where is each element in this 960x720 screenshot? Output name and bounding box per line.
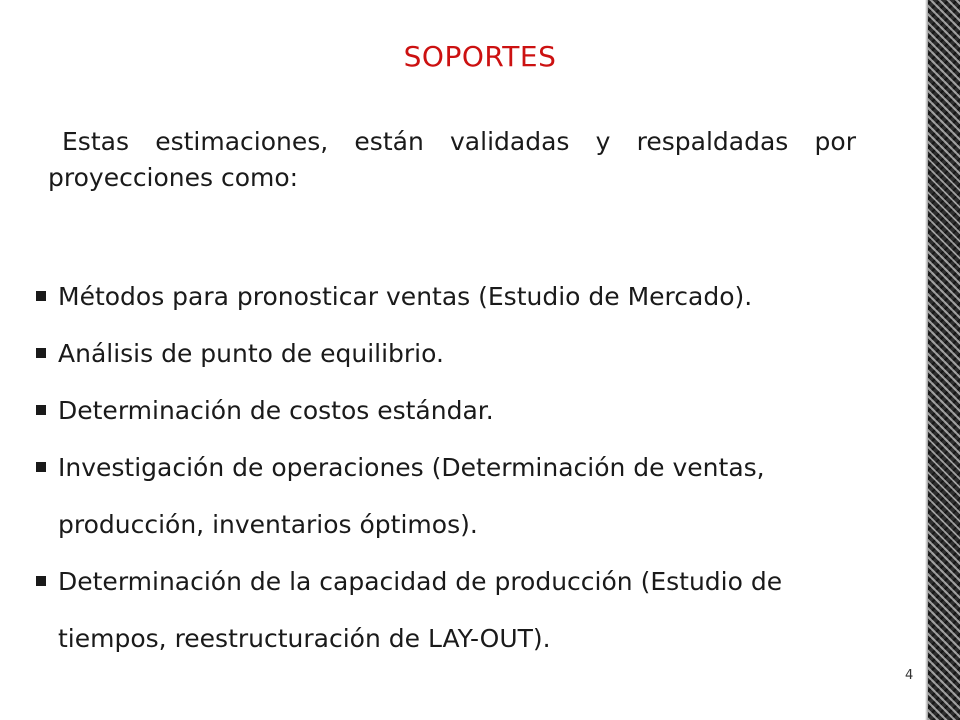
bullet-item	[36, 553, 886, 667]
bullet-item	[36, 268, 886, 325]
bullet-item	[36, 325, 886, 382]
decorative-side-frame	[928, 0, 960, 720]
square-bullet-icon	[36, 405, 46, 415]
bullet-text: Análisis de punto de equilibrio.	[58, 339, 444, 368]
square-bullet-icon	[36, 462, 46, 472]
square-bullet-icon	[36, 348, 46, 358]
page-number: 4	[905, 668, 914, 683]
bullet-item	[36, 439, 886, 553]
bullet-text: Determinación de la capacidad de producción (Estudio de tiempos, reestructuración de LAY-OUT).	[58, 567, 783, 653]
square-bullet-icon	[36, 291, 46, 301]
bullet-list	[36, 268, 886, 667]
bullet-text: Investigación de operaciones (Determinación de ventas, producción, inventarios óptimos).	[58, 453, 765, 539]
slide-title: SOPORTES	[403, 40, 557, 73]
bullet-text: Métodos para pronosticar ventas (Estudio de Mercado).	[58, 282, 753, 311]
intro-paragraph: Estas estimaciones, están validadas y respaldadas por proyecciones como:	[48, 127, 856, 192]
bullet-text: Determinación de costos estándar.	[58, 396, 494, 425]
square-bullet-icon	[36, 576, 46, 586]
bullet-item	[36, 382, 886, 439]
